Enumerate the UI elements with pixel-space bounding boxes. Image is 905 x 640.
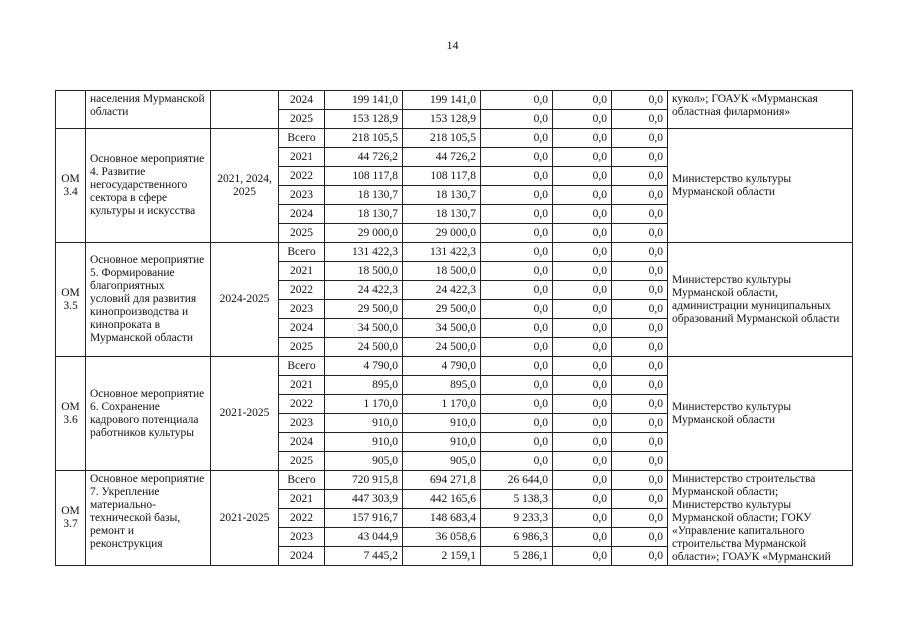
executor-cell: Министерство культуры Мурманской области (668, 129, 853, 243)
amount-cell: 910,0 (403, 414, 481, 433)
amount-cell: 0,0 (612, 319, 668, 338)
amount-cell: 0,0 (481, 262, 553, 281)
amount-cell: 910,0 (325, 414, 403, 433)
amount-cell: 0,0 (553, 528, 612, 547)
amount-cell: 447 303,9 (325, 490, 403, 509)
amount-cell: 0,0 (612, 281, 668, 300)
amount-cell: 720 915,8 (325, 471, 403, 490)
activity-name-cell: Основное мероприятие 7. Укрепление материально-технической базы, ремонт и реконструкция (86, 471, 211, 566)
amount-cell: 108 117,8 (403, 167, 481, 186)
year-cell: 2022 (279, 167, 325, 186)
amount-cell: 0,0 (553, 490, 612, 509)
amount-cell: 29 000,0 (403, 224, 481, 243)
amount-cell: 24 500,0 (325, 338, 403, 357)
table-row (56, 471, 853, 490)
amount-cell: 18 130,7 (325, 186, 403, 205)
year-cell: 2022 (279, 281, 325, 300)
amount-cell: 0,0 (553, 186, 612, 205)
amount-cell: 18 130,7 (403, 205, 481, 224)
amount-cell: 0,0 (612, 528, 668, 547)
year-cell: Всего (279, 357, 325, 376)
year-cell: 2021 (279, 490, 325, 509)
amount-cell: 0,0 (481, 452, 553, 471)
amount-cell: 218 105,5 (403, 129, 481, 148)
amount-cell: 0,0 (612, 395, 668, 414)
amount-cell: 0,0 (481, 300, 553, 319)
table-row (56, 91, 853, 110)
amount-cell: 0,0 (553, 414, 612, 433)
amount-cell: 153 128,9 (325, 110, 403, 129)
year-cell: 2022 (279, 509, 325, 528)
amount-cell: 905,0 (325, 452, 403, 471)
amount-cell: 0,0 (481, 167, 553, 186)
year-cell: Всего (279, 471, 325, 490)
amount-cell: 0,0 (553, 148, 612, 167)
year-cell: 2023 (279, 186, 325, 205)
amount-cell: 5 138,3 (481, 490, 553, 509)
amount-cell: 0,0 (553, 319, 612, 338)
year-cell: 2021 (279, 148, 325, 167)
amount-cell: 0,0 (553, 471, 612, 490)
amount-cell: 29 500,0 (325, 300, 403, 319)
amount-cell: 0,0 (553, 167, 612, 186)
amount-cell: 29 000,0 (325, 224, 403, 243)
amount-cell: 44 726,2 (403, 148, 481, 167)
year-cell: 2023 (279, 528, 325, 547)
executor-cell: Министерство культуры Мурманской области, администрации муниципальных образований Мурманской области (668, 243, 853, 357)
year-cell: 2023 (279, 414, 325, 433)
amount-cell: 0,0 (481, 357, 553, 376)
amount-cell: 0,0 (553, 357, 612, 376)
amount-cell: 0,0 (481, 433, 553, 452)
amount-cell: 0,0 (481, 338, 553, 357)
amount-cell: 0,0 (553, 509, 612, 528)
amount-cell: 34 500,0 (403, 319, 481, 338)
amount-cell: 43 044,9 (325, 528, 403, 547)
amount-cell: 0,0 (612, 547, 668, 566)
amount-cell: 0,0 (481, 414, 553, 433)
amount-cell: 131 422,3 (325, 243, 403, 262)
program-funding-table (55, 90, 853, 566)
amount-cell: 0,0 (481, 395, 553, 414)
amount-cell: 26 644,0 (481, 471, 553, 490)
year-cell: Всего (279, 129, 325, 148)
amount-cell: 0,0 (612, 148, 668, 167)
executor-cell: кукол»; ГОАУК «Мурманская областная филармония» (668, 91, 853, 129)
amount-cell: 131 422,3 (403, 243, 481, 262)
amount-cell: 1 170,0 (325, 395, 403, 414)
amount-cell: 0,0 (553, 376, 612, 395)
amount-cell: 218 105,5 (325, 129, 403, 148)
amount-cell: 157 916,7 (325, 509, 403, 528)
table-row (56, 243, 853, 262)
amount-cell: 0,0 (612, 224, 668, 243)
code-cell (56, 91, 86, 129)
activity-name-cell: Основное мероприятие 6. Сохранение кадрового потенциала работников культуры (86, 357, 211, 471)
amount-cell: 0,0 (612, 509, 668, 528)
year-cell: 2024 (279, 205, 325, 224)
activity-code-cell: ОМ 3.7 (56, 471, 86, 566)
amount-cell: 0,0 (481, 319, 553, 338)
amount-cell: 0,0 (612, 376, 668, 395)
amount-cell: 0,0 (612, 110, 668, 129)
amount-cell: 18 500,0 (325, 262, 403, 281)
amount-cell: 0,0 (612, 452, 668, 471)
amount-cell: 0,0 (612, 186, 668, 205)
amount-cell: 0,0 (481, 224, 553, 243)
page-number: 14 (446, 38, 459, 52)
amount-cell: 0,0 (612, 243, 668, 262)
term-cell: 2021-2025 (211, 357, 279, 471)
amount-cell: 153 128,9 (403, 110, 481, 129)
amount-cell: 0,0 (553, 452, 612, 471)
amount-cell: 5 286,1 (481, 547, 553, 566)
year-cell: 2024 (279, 433, 325, 452)
amount-cell: 199 141,0 (403, 91, 481, 110)
amount-cell: 34 500,0 (325, 319, 403, 338)
amount-cell: 0,0 (612, 91, 668, 110)
year-cell: 2024 (279, 319, 325, 338)
year-cell: 2025 (279, 338, 325, 357)
amount-cell: 0,0 (612, 414, 668, 433)
year-cell: 2025 (279, 452, 325, 471)
amount-cell: 0,0 (553, 110, 612, 129)
amount-cell: 44 726,2 (325, 148, 403, 167)
amount-cell: 0,0 (553, 338, 612, 357)
amount-cell: 199 141,0 (325, 91, 403, 110)
amount-cell: 6 986,3 (481, 528, 553, 547)
amount-cell: 0,0 (481, 129, 553, 148)
amount-cell: 0,0 (481, 91, 553, 110)
activity-name-cell: Основное мероприятие 5. Формирование благоприятных условий для развития кинопроизводства и кинопроката в Мурманской области (86, 243, 211, 357)
activity-code-cell: ОМ 3.6 (56, 357, 86, 471)
year-cell: 2022 (279, 395, 325, 414)
amount-cell: 24 500,0 (403, 338, 481, 357)
executor-cell: Министерство культуры Мурманской области (668, 357, 853, 471)
amount-cell: 0,0 (612, 167, 668, 186)
amount-cell: 0,0 (481, 186, 553, 205)
amount-cell: 7 445,2 (325, 547, 403, 566)
year-cell: 2024 (279, 91, 325, 110)
year-cell: 2023 (279, 300, 325, 319)
amount-cell: 108 117,8 (325, 167, 403, 186)
amount-cell: 24 422,3 (403, 281, 481, 300)
executor-cell: Министерство строительства Мурманской области; Министерство культуры Мурманской области; ГОКУ «Управление капитального строительства Мурманской области»; ГОАУК «Мурманский (668, 471, 853, 566)
amount-cell: 0,0 (553, 224, 612, 243)
amount-cell: 18 500,0 (403, 262, 481, 281)
amount-cell: 2 159,1 (403, 547, 481, 566)
amount-cell: 4 790,0 (403, 357, 481, 376)
amount-cell: 0,0 (481, 281, 553, 300)
amount-cell: 0,0 (612, 300, 668, 319)
amount-cell: 148 683,4 (403, 509, 481, 528)
amount-cell: 442 165,6 (403, 490, 481, 509)
amount-cell: 18 130,7 (403, 186, 481, 205)
amount-cell: 29 500,0 (403, 300, 481, 319)
amount-cell: 910,0 (325, 433, 403, 452)
year-cell: 2024 (279, 547, 325, 566)
activity-name-cell: Основное мероприятие 4. Развитие негосударственного сектора в сфере культуры и искусства (86, 129, 211, 243)
amount-cell: 4 790,0 (325, 357, 403, 376)
table-row (56, 129, 853, 148)
amount-cell: 0,0 (553, 281, 612, 300)
year-cell: 2025 (279, 224, 325, 243)
amount-cell: 0,0 (481, 376, 553, 395)
amount-cell: 0,0 (553, 205, 612, 224)
term-cell (211, 91, 279, 129)
amount-cell: 0,0 (553, 243, 612, 262)
amount-cell: 910,0 (403, 433, 481, 452)
amount-cell: 0,0 (553, 300, 612, 319)
amount-cell: 0,0 (553, 129, 612, 148)
amount-cell: 0,0 (612, 205, 668, 224)
amount-cell: 0,0 (612, 338, 668, 357)
activity-code-cell: ОМ 3.4 (56, 129, 86, 243)
year-cell: 2021 (279, 376, 325, 395)
amount-cell: 0,0 (481, 148, 553, 167)
amount-cell: 0,0 (553, 547, 612, 566)
amount-cell: 0,0 (553, 395, 612, 414)
amount-cell: 0,0 (481, 205, 553, 224)
year-cell: 2021 (279, 262, 325, 281)
activity-code-cell: ОМ 3.5 (56, 243, 86, 357)
amount-cell: 895,0 (325, 376, 403, 395)
amount-cell: 18 130,7 (325, 205, 403, 224)
term-cell: 2021-2025 (211, 471, 279, 566)
amount-cell: 0,0 (481, 110, 553, 129)
amount-cell: 0,0 (481, 243, 553, 262)
amount-cell: 905,0 (403, 452, 481, 471)
amount-cell: 0,0 (612, 262, 668, 281)
amount-cell: 9 233,3 (481, 509, 553, 528)
amount-cell: 24 422,3 (325, 281, 403, 300)
amount-cell: 0,0 (553, 91, 612, 110)
amount-cell: 0,0 (612, 471, 668, 490)
term-cell: 2021, 2024, 2025 (211, 129, 279, 243)
amount-cell: 895,0 (403, 376, 481, 395)
amount-cell: 1 170,0 (403, 395, 481, 414)
amount-cell: 0,0 (612, 129, 668, 148)
amount-cell: 0,0 (553, 262, 612, 281)
amount-cell: 0,0 (612, 490, 668, 509)
amount-cell: 0,0 (612, 357, 668, 376)
amount-cell: 694 271,8 (403, 471, 481, 490)
amount-cell: 36 058,6 (403, 528, 481, 547)
amount-cell: 0,0 (553, 433, 612, 452)
table-row (56, 357, 853, 376)
year-cell: Всего (279, 243, 325, 262)
activity-name-cell: населения Мурманской области (86, 91, 211, 129)
year-cell: 2025 (279, 110, 325, 129)
amount-cell: 0,0 (612, 433, 668, 452)
term-cell: 2024-2025 (211, 243, 279, 357)
